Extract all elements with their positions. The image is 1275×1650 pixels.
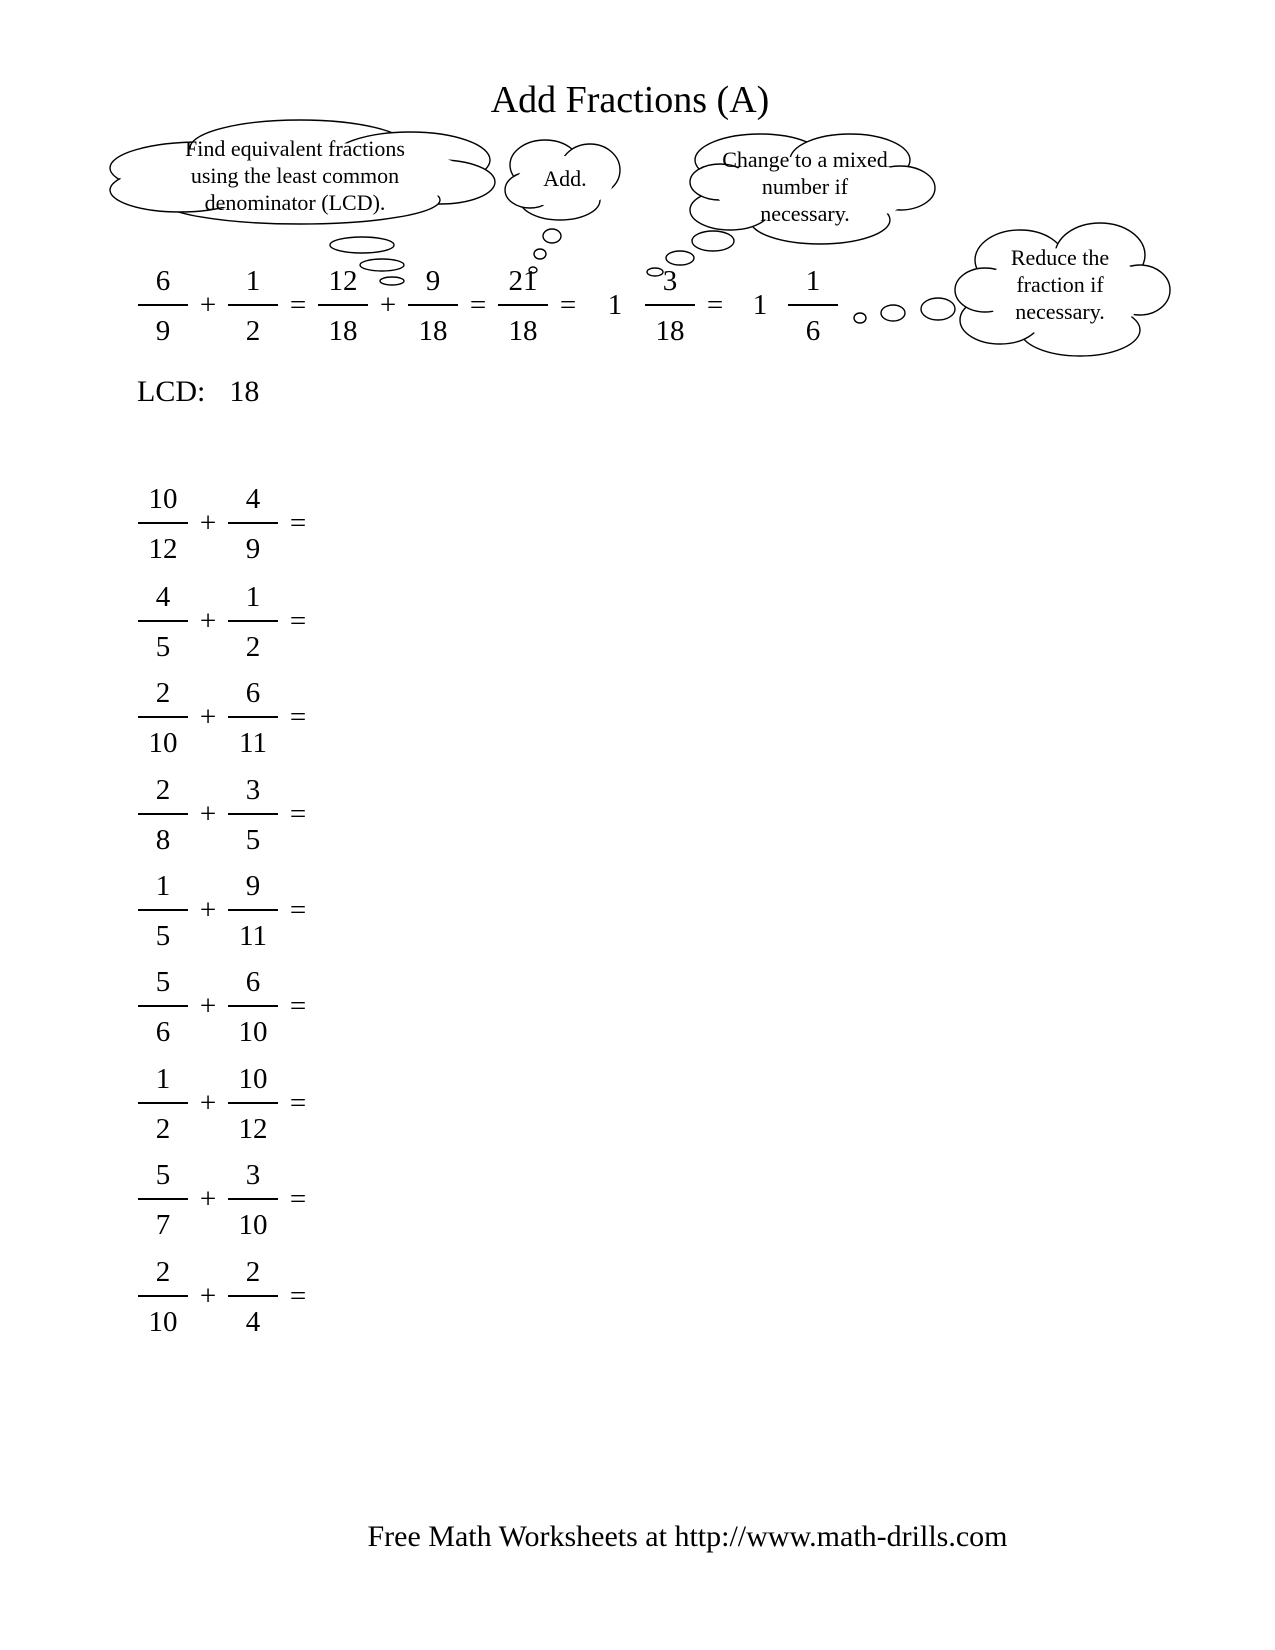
- equals-sign: =: [289, 1280, 307, 1312]
- problem-fraction: 10 12: [138, 482, 188, 566]
- page-title: Add Fractions (A): [490, 79, 770, 121]
- problem-fraction: 4 9: [228, 482, 278, 566]
- example-fraction: 3 18: [645, 264, 695, 348]
- mixed-whole: 1: [607, 289, 623, 321]
- example-fraction: 21 18: [498, 264, 548, 348]
- equals-sign: =: [289, 1087, 307, 1119]
- hint-reduce: Reduce the fraction if necessary.: [1010, 245, 1110, 324]
- plus-sign: +: [199, 1183, 217, 1215]
- equals-sign: =: [706, 289, 724, 321]
- equals-sign: =: [289, 701, 307, 733]
- problem-fraction: 1 5: [138, 869, 188, 953]
- problem-fraction: 3 5: [228, 773, 278, 857]
- example-fraction: 9 18: [408, 264, 458, 348]
- example-fraction: 6 9: [138, 264, 188, 348]
- plus-sign: +: [199, 894, 217, 926]
- plus-sign: +: [379, 289, 397, 321]
- equals-sign: =: [289, 894, 307, 926]
- problem-fraction: 6 10: [228, 965, 278, 1049]
- hint-find-lcd: Find equivalent fractions using the least common denominator (LCD).: [185, 136, 405, 215]
- mixed-whole: 1: [752, 289, 768, 321]
- problem-fraction: 2 10: [138, 676, 188, 760]
- problem-fraction: 1 2: [138, 1062, 188, 1146]
- problem-fraction: 5 6: [138, 965, 188, 1049]
- problem-fraction: 9 11: [228, 869, 278, 953]
- problem-fraction: 2 4: [228, 1255, 278, 1339]
- footer-text: Free Math Worksheets at http://www.math-drills.com: [367, 1520, 1008, 1553]
- equals-sign: =: [289, 507, 307, 539]
- equals-sign: =: [289, 798, 307, 830]
- equals-sign: =: [289, 605, 307, 637]
- hint-add: Add.: [543, 166, 587, 191]
- problem-fraction: 3 10: [228, 1158, 278, 1242]
- example-fraction: 1 2: [228, 264, 278, 348]
- lcd-value: 18: [229, 375, 260, 408]
- hint-mixed: Change to a mixed number if necessary.: [722, 147, 888, 226]
- problem-fraction: 6 11: [228, 676, 278, 760]
- problem-fraction: 4 5: [138, 580, 188, 664]
- equals-sign: =: [559, 289, 577, 321]
- example-fraction: 1 6: [788, 264, 838, 348]
- plus-sign: +: [199, 990, 217, 1022]
- plus-sign: +: [199, 701, 217, 733]
- plus-sign: +: [199, 798, 217, 830]
- problem-fraction: 10 12: [228, 1062, 278, 1146]
- equals-sign: =: [289, 1183, 307, 1215]
- plus-sign: +: [199, 1087, 217, 1119]
- lcd-label: LCD:: [137, 375, 206, 408]
- plus-sign: +: [199, 289, 217, 321]
- plus-sign: +: [199, 605, 217, 637]
- equals-sign: =: [289, 289, 307, 321]
- plus-sign: +: [199, 507, 217, 539]
- plus-sign: +: [199, 1280, 217, 1312]
- example-fraction: 12 18: [318, 264, 368, 348]
- problem-fraction: 5 7: [138, 1158, 188, 1242]
- problem-fraction: 1 2: [228, 580, 278, 664]
- problem-fraction: 2 10: [138, 1255, 188, 1339]
- problem-fraction: 2 8: [138, 773, 188, 857]
- equals-sign: =: [469, 289, 487, 321]
- equals-sign: =: [289, 990, 307, 1022]
